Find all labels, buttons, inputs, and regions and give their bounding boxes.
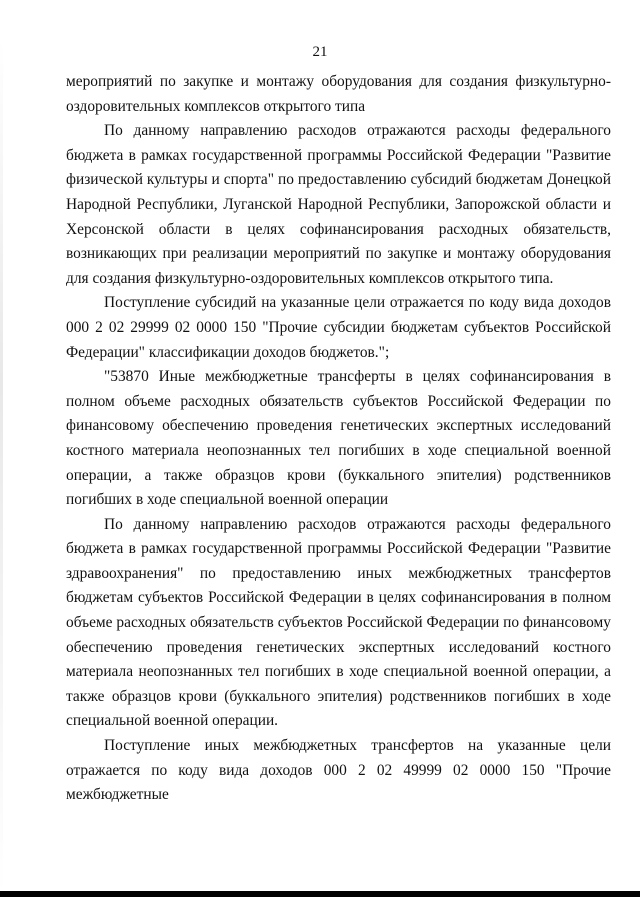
paragraph-subsidy-income-code: Поступление субсидий на указанные цели отражается по коду вида доходов 000 2 02 29999 02 0000 150 "Прочие субсидии бюджетам субъектов Российской Федерации" классификации доходов бюджетов.";: [66, 294, 611, 361]
paragraph-transfers-income-code: Поступление иных межбюджетных трансфертов на указанные цели отражается по коду вида доходов 000 2 02 49999 02 0000 150 "Прочие межбюджетные: [66, 737, 611, 804]
scan-bottom-edge: [0, 891, 640, 897]
page-number: 21: [312, 44, 328, 60]
paragraph-continuation: мероприятий по закупке и монтажу оборудования для создания физкультурно-оздоровительных комплексов открытого типа: [66, 73, 611, 115]
document-body: [66, 70, 611, 808]
paragraph-federal-budget-sport: По данному направлению расходов отражаются расходы федерального бюджета в рамках государственной программы Российской Федерации "Развитие физической культуры и спорта" по предоставлению субсидий бюджетам Донецкой Народной Республики, Луганской Народной Республики, Запорожской области и Херсонской области в целях софинансирования расходных обязательств, возникающих при реализации мероприятий по закупке и монтажу оборудования для создания физкультурно-оздоровительных комплексов открытого типа.: [66, 122, 611, 287]
scan-edge-shadow: [0, 40, 3, 895]
paragraph-53870-heading: "53870 Иные межбюджетные трансферты в целях софинансирования в полном объеме расходных обязательств субъектов Российской Федерации по финансовому обеспечению проведения генетических экспертных исследований костного материала неопознанных тел погибших в ходе специальной военной операции, а также образцов крови (буккального эпителия) родственников погибших в ходе специальной военной операции: [66, 368, 611, 509]
paragraph-federal-budget-health: По данному направлению расходов отражаются расходы федерального бюджета в рамках государственной программы Российской Федерации "Развитие здравоохранения" по предоставлению иных межбюджетных трансфертов бюджетам субъектов Российской Федерации в целях софинансирования в полном объеме расходных обязательств субъектов Российской Федерации по финансовому обеспечению проведения генетических экспертных исследований костного материала неопознанных тел погибших в ходе специальной военной операции, а также образцов крови (буккального эпителия) родственников погибших в ходе специальной военной операции.: [66, 515, 611, 730]
